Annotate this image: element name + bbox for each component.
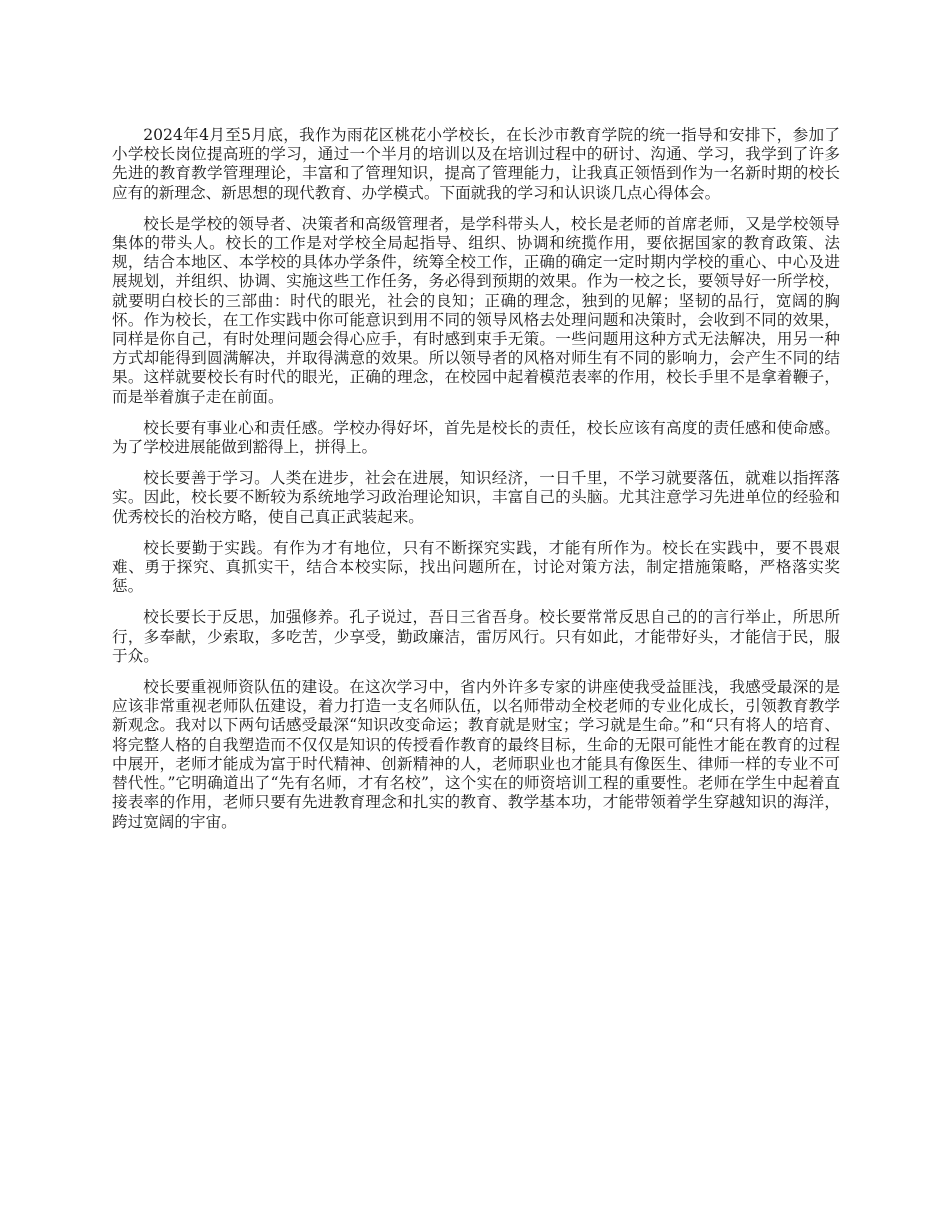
paragraph-learning: 校长要善于学习。人类在进步，社会在进展，知识经济，一日千里，不学习就要落伍，就难以指挥落实。因此，校长要不断较为系统地学习政治理论知识，丰富自己的头脑。尤其注意学习先进单位的经验和优秀校长的治校方略，使自己真正武装起来。 — [112, 469, 840, 526]
document-body — [112, 126, 840, 844]
paragraph-teacher-team: 校长要重视师资队伍的建设。在这次学习中，省内外许多专家的讲座使我受益匪浅，我感受最深的是应该非常重视老师队伍建设，着力打造一支名师队伍，以名师带动全校老师的专业化成长，引领教育教学新观念。我对以下两句话感受最深“知识改变命运；教育就是财宝；学习就是生命。”和“只有将人的培育、将完整人格的自我塑造而不仅仅是知识的传授看作教育的最终目标，生命的无限可能性才能在教育的过程中展开，老师才能成为富于时代精神、创新精神的人，老师职业也才能具有像医生、律师一样的专业不可替代性。”它明确道出了“先有名师，才有名校”，这个实在的师资培训工程的重要性。老师在学生中起着直接表率的作用，老师只要有先进教育理念和扎实的教育、教学基本功，才能带领着学生穿越知识的海洋，跨过宽阔的宇宙。 — [112, 678, 840, 831]
paragraph-reflection: 校长要长于反思，加强修养。孔子说过，吾日三省吾身。校长要常常反思自己的的言行举止，所思所行，多奉献，少索取，多吃苦，少享受，勤政廉洁，雷厉风行。只有如此，才能带好头，才能信于民，服于众。 — [112, 608, 840, 665]
paragraph-practice: 校长要勤于实践。有作为才有地位，只有不断探究实践，才能有所作为。校长在实践中，要不畏艰难、勇于探究、真抓实干，结合本校实际，找出问题所在，讨论对策方法，制定措施策略，严格落实奖惩。 — [112, 538, 840, 596]
paragraph-responsibility: 校长要有事业心和责任感。学校办得好坏，首先是校长的责任，校长应该有高度的责任感和使命感。为了学校进展能做到豁得上，拼得上。 — [112, 418, 840, 457]
paragraph-intro: 2024年4月至5月底，我作为雨花区桃花小学校长，在长沙市教育学院的统一指导和安排下，参加了小学校长岗位提高班的学习，通过一个半月的培训以及在培训过程中的研讨、沟通、学习，我学到了许多先进的教育教学管理理论，丰富和了管理知识，提高了管理能力，让我真正领悟到作为一名新时期的校长应有的新理念、新思想的现代教育、办学模式。下面就我的学习和认识谈几点心得体会。 — [112, 126, 840, 202]
paragraph-principal-role: 校长是学校的领导者、决策者和高级管理者，是学科带头人，校长是老师的首席老师，又是学校领导集体的带头人。校长的工作是对学校全局起指导、组织、协调和统揽作用，要依据国家的教育政策、法规，结合本地区、本学校的具体办学条件，统筹全校工作，正确的确定一定时期内学校的重心、中心及进展规划，并组织、协调、实施这些工作任务，务必得到预期的效果。作为一校之长，要领导好一所学校，就要明白校长的三部曲：时代的眼光，社会的良知；正确的理念，独到的见解；坚韧的品行，宽阔的胸怀。作为校长，在工作实践中你可能意识到用不同的领导风格去处理问题和决策时，会收到不同的效果，同样是你自己，有时处理问题会得心应手，有时感到束手无策。一些问题用这种方式无法解决，用另一种方式却能得到圆满解决，并取得满意的效果。所以领导者的风格对师生有不同的影响力，会产生不同的结果。这样就要校长有时代的眼光，正确的理念，在校园中起着模范表率的作用，校长手里不是拿着鞭子，而是举着旗子走在前面。 — [112, 214, 840, 406]
